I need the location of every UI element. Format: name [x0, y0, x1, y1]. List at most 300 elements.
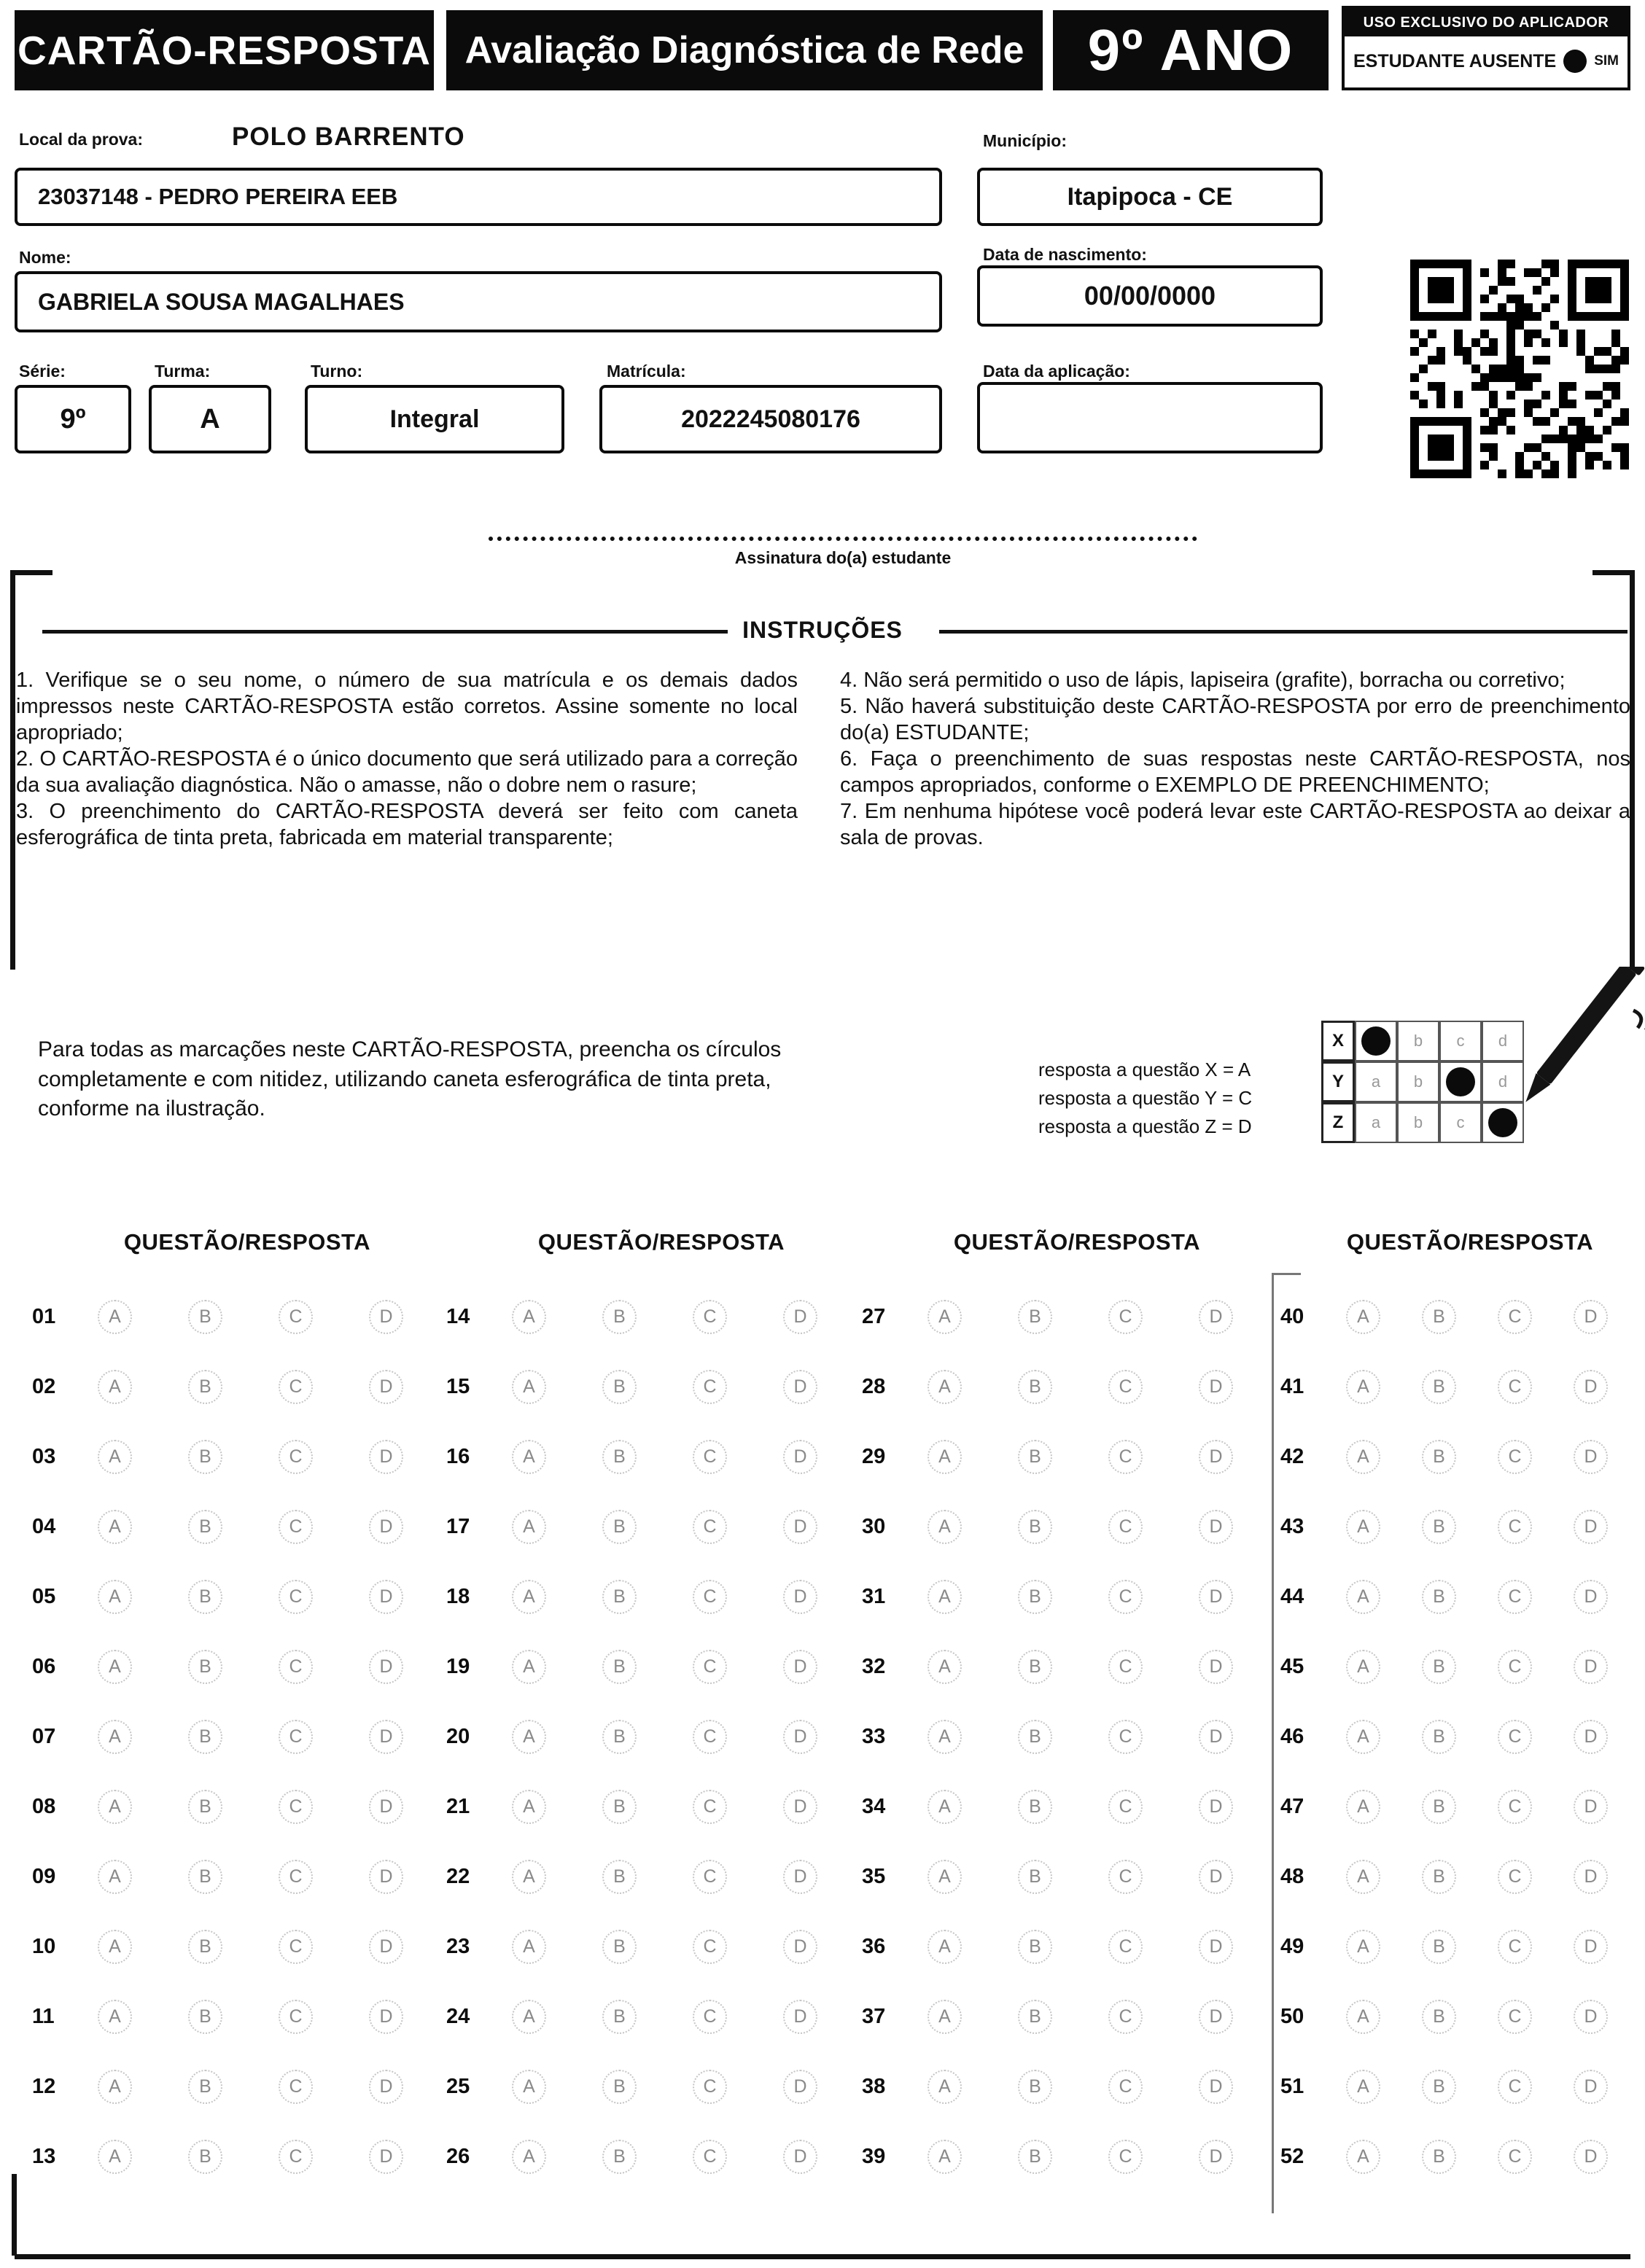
- answer-bubble-c[interactable]: C: [693, 2070, 727, 2104]
- answer-bubble-d[interactable]: D: [1199, 1720, 1233, 1754]
- answer-bubble-b[interactable]: B: [602, 1440, 637, 1474]
- answer-bubble-b[interactable]: B: [1422, 1580, 1456, 1614]
- answer-option-cell: [1018, 1860, 1108, 1894]
- answer-bubble-d[interactable]: D: [783, 1720, 817, 1754]
- answer-bubble-c[interactable]: C: [279, 2000, 313, 2034]
- answer-option-cell: [1199, 1930, 1289, 1964]
- answer-bubble-c[interactable]: C: [279, 1650, 313, 1684]
- answer-option-cell: [1346, 1650, 1422, 1684]
- answer-option-cell: [512, 1510, 602, 1544]
- answer-bubble-b[interactable]: B: [602, 1720, 637, 1754]
- question-number: 12: [32, 2074, 56, 2098]
- answer-bubble-c[interactable]: C: [279, 1510, 313, 1544]
- answer-bubble-d[interactable]: D: [1199, 1300, 1233, 1334]
- answer-bubble-d[interactable]: D: [369, 1580, 403, 1614]
- answer-option-cell: [602, 1370, 693, 1404]
- answer-bubble-d[interactable]: D: [369, 1300, 403, 1334]
- filled-bubble: [1488, 1108, 1517, 1137]
- answer-bubble-c[interactable]: C: [693, 1860, 727, 1894]
- answer-bubble-c[interactable]: C: [1108, 2000, 1143, 2034]
- answer-option-cell: [693, 2140, 783, 2174]
- answer-bubble-b[interactable]: B: [188, 1300, 222, 1334]
- answer-bubble-b[interactable]: B: [1018, 1930, 1052, 1964]
- question-number: 43: [1280, 1514, 1304, 1538]
- answer-bubble-c[interactable]: C: [279, 2140, 313, 2174]
- answer-bubble-b[interactable]: B: [188, 2070, 222, 2104]
- answer-bubble-a[interactable]: A: [98, 2000, 132, 2034]
- answer-bubble-d[interactable]: D: [1574, 2140, 1608, 2174]
- answer-bubble-b[interactable]: B: [1018, 2140, 1052, 2174]
- question-number: 39: [862, 2144, 886, 2168]
- answer-option-cell: [928, 1440, 1018, 1474]
- answer-bubble-d[interactable]: D: [783, 1580, 817, 1614]
- answer-option-cell: [1108, 1300, 1199, 1334]
- answer-bubble-b[interactable]: B: [1018, 1510, 1052, 1544]
- answer-bubble-a[interactable]: A: [98, 1650, 132, 1684]
- answer-bubble-c[interactable]: C: [1498, 1790, 1532, 1824]
- answer-bubble-d[interactable]: D: [1199, 2000, 1233, 2034]
- question-number: 29: [862, 1444, 886, 1468]
- answer-bubble-a[interactable]: A: [512, 2000, 546, 2034]
- answer-bubble-c[interactable]: C: [1108, 1510, 1143, 1544]
- question-number: 35: [862, 1864, 886, 1888]
- answer-bubble-a[interactable]: A: [98, 2070, 132, 2104]
- answer-bubble-c[interactable]: C: [693, 2000, 727, 2034]
- answer-bubble-b[interactable]: B: [1422, 2140, 1456, 2174]
- question-number: 28: [862, 1374, 886, 1398]
- answer-bubble-b[interactable]: B: [1018, 1720, 1052, 1754]
- answer-bubble-a[interactable]: A: [928, 1790, 962, 1824]
- answer-bubble-c[interactable]: C: [1108, 1720, 1143, 1754]
- answer-bubble-c[interactable]: C: [1498, 1650, 1532, 1684]
- answer-bubble-b[interactable]: B: [1018, 1580, 1052, 1614]
- answer-bubble-d[interactable]: D: [1574, 1580, 1608, 1614]
- answer-bubble-a[interactable]: A: [98, 2140, 132, 2174]
- answer-bubble-d[interactable]: D: [1574, 1370, 1608, 1404]
- answer-bubble-d[interactable]: D: [1199, 1370, 1233, 1404]
- answer-bubble-d[interactable]: D: [1199, 2140, 1233, 2174]
- answer-bubble-d[interactable]: D: [1199, 1930, 1233, 1964]
- answer-bubble-a[interactable]: A: [1346, 1860, 1380, 1894]
- answer-bubble-b[interactable]: B: [602, 1300, 637, 1334]
- instruction-item: 5. Não haverá substituição deste CARTÃO-RESPOSTA por erro de preenchimento do(a) ESTUDANTE;: [840, 694, 1630, 744]
- answer-bubble-a[interactable]: A: [512, 1860, 546, 1894]
- answer-bubble-c[interactable]: C: [1498, 2140, 1532, 2174]
- answer-bubble-d[interactable]: D: [1199, 1860, 1233, 1894]
- answer-bubble-d[interactable]: D: [783, 1860, 817, 1894]
- answer-bubble-b[interactable]: B: [602, 2140, 637, 2174]
- answer-bubble-c[interactable]: C: [1108, 1300, 1143, 1334]
- answer-bubble-d[interactable]: D: [1574, 1860, 1608, 1894]
- question-row: [32, 1632, 462, 1702]
- question-row: [862, 2121, 1292, 2191]
- answer-bubble-a[interactable]: A: [98, 1930, 132, 1964]
- answer-option-cell: [1018, 1370, 1108, 1404]
- answer-bubble-a[interactable]: A: [512, 1510, 546, 1544]
- answer-bubble-c[interactable]: C: [279, 1720, 313, 1754]
- answer-bubble-b[interactable]: B: [188, 1790, 222, 1824]
- answer-bubble-a[interactable]: A: [98, 1720, 132, 1754]
- answer-bubble-d[interactable]: D: [783, 1790, 817, 1824]
- example-instructions-text: Para todas as marcações neste CARTÃO-RESPOSTA, preencha os círculos completamente e com nitidez, utilizando caneta esferográfica de tinta preta, conforme na ilustração.: [38, 1037, 782, 1121]
- answer-bubble-a[interactable]: A: [928, 1930, 962, 1964]
- answer-bubble-c[interactable]: C: [1498, 1580, 1532, 1614]
- answer-bubble-c[interactable]: C: [693, 1650, 727, 1684]
- answer-bubble-d[interactable]: D: [783, 1930, 817, 1964]
- answer-bubble-a[interactable]: A: [1346, 1790, 1380, 1824]
- answer-option-cell: [188, 1370, 279, 1404]
- answer-bubble-a[interactable]: A: [98, 1790, 132, 1824]
- turno-label: Turno:: [311, 362, 363, 381]
- corner-mark-bottom-left: [12, 2174, 17, 2256]
- answer-bubble-c[interactable]: C: [693, 1790, 727, 1824]
- answer-bubble-d[interactable]: D: [1199, 2070, 1233, 2104]
- answer-bubble-a[interactable]: A: [512, 1580, 546, 1614]
- answer-bubble-c[interactable]: C: [279, 1300, 313, 1334]
- answer-bubble-c[interactable]: C: [1498, 1510, 1532, 1544]
- answer-bubble-a[interactable]: A: [928, 1720, 962, 1754]
- answer-bubble-c[interactable]: C: [279, 1370, 313, 1404]
- answer-bubble-c[interactable]: C: [279, 1790, 313, 1824]
- example-keys: [1038, 1056, 1294, 1141]
- answer-bubble-a[interactable]: A: [1346, 1580, 1380, 1614]
- answer-bubble-a[interactable]: A: [928, 2000, 962, 2034]
- instructions-title: INSTRUÇÕES: [742, 617, 903, 643]
- answer-option-cell: [1574, 1510, 1645, 1544]
- answer-bubble-b[interactable]: B: [1422, 1790, 1456, 1824]
- answer-bubble-b[interactable]: B: [602, 1790, 637, 1824]
- answer-bubble-b[interactable]: B: [1018, 2070, 1052, 2104]
- answer-option-cell: [98, 2070, 188, 2104]
- answer-bubble-c[interactable]: C: [693, 2140, 727, 2174]
- answer-option-cell: [512, 1790, 602, 1824]
- answer-bubble-b[interactable]: B: [602, 1510, 637, 1544]
- answer-bubble-a[interactable]: A: [1346, 2140, 1380, 2174]
- answer-bubble-d[interactable]: D: [783, 1440, 817, 1474]
- answer-bubble-d[interactable]: D: [369, 1790, 403, 1824]
- question-row: [32, 1492, 462, 1562]
- matricula-label: Matrícula:: [607, 362, 686, 381]
- answer-option-cell: [1422, 1860, 1498, 1894]
- answer-option-cell: [1199, 1440, 1289, 1474]
- answer-option-cell: [1199, 1720, 1289, 1754]
- answer-bubble-d[interactable]: D: [369, 2140, 403, 2174]
- answer-bubble-a[interactable]: A: [928, 1440, 962, 1474]
- page-title: CARTÃO-RESPOSTA: [17, 28, 432, 73]
- answer-option-cell: [188, 1650, 279, 1684]
- answer-bubble-b[interactable]: B: [1422, 1300, 1456, 1334]
- answer-bubble-c[interactable]: C: [693, 1300, 727, 1334]
- answer-bubble-b[interactable]: B: [188, 2000, 222, 2034]
- question-row: [862, 1422, 1292, 1492]
- question-row: [862, 1772, 1292, 1842]
- answer-bubble-b[interactable]: B: [188, 1370, 222, 1404]
- answer-column-4: [1280, 1229, 1645, 2191]
- example-grid-row-label: Z: [1321, 1102, 1355, 1143]
- answer-bubble-b[interactable]: B: [188, 1650, 222, 1684]
- answer-bubble-c[interactable]: C: [1108, 2140, 1143, 2174]
- question-number: 01: [32, 1304, 56, 1328]
- answer-option-cell: [1018, 1510, 1108, 1544]
- answer-option-cell: [1422, 1580, 1498, 1614]
- answer-bubble-b[interactable]: B: [188, 1720, 222, 1754]
- answer-option-cell: [783, 1370, 874, 1404]
- estudante-ausente-label: ESTUDANTE AUSENTE: [1353, 50, 1557, 71]
- answer-bubble-b[interactable]: B: [602, 2070, 637, 2104]
- answer-option-cell: [783, 2070, 874, 2104]
- answer-bubble-a[interactable]: A: [1346, 1300, 1380, 1334]
- answer-option-cell: [693, 2000, 783, 2034]
- instructions-right: [840, 668, 1630, 852]
- answer-option-cell: [1018, 2140, 1108, 2174]
- answer-bubble-a[interactable]: A: [512, 1650, 546, 1684]
- answer-bubble-b[interactable]: B: [1018, 1300, 1052, 1334]
- answer-bubble-d[interactable]: D: [783, 1650, 817, 1684]
- answer-bubble-a[interactable]: A: [928, 1860, 962, 1894]
- example-grid: [1321, 1021, 1524, 1143]
- answer-bubble-a[interactable]: A: [512, 1440, 546, 1474]
- answer-bubble-d[interactable]: D: [1199, 1440, 1233, 1474]
- answer-bubble-b[interactable]: B: [602, 1930, 637, 1964]
- answer-bubble-b[interactable]: B: [1422, 2000, 1456, 2034]
- answer-bubble-a[interactable]: A: [98, 1580, 132, 1614]
- answer-bubble-d[interactable]: D: [369, 1930, 403, 1964]
- answer-bubble-b[interactable]: B: [1018, 1790, 1052, 1824]
- answer-bubble-a[interactable]: A: [928, 2070, 962, 2104]
- answer-bubble-c[interactable]: C: [693, 1720, 727, 1754]
- question-row: [862, 2051, 1292, 2121]
- answer-bubble-c[interactable]: C: [279, 1930, 313, 1964]
- answer-bubble-b[interactable]: B: [1422, 1440, 1456, 1474]
- question-row: [1280, 1842, 1645, 1912]
- answer-bubble-d[interactable]: D: [1574, 2070, 1608, 2104]
- municipio-value: Itapipoca - CE: [1067, 182, 1233, 211]
- answer-bubble-d[interactable]: D: [783, 2140, 817, 2174]
- answer-bubble-b[interactable]: B: [602, 1860, 637, 1894]
- answer-bubble-a[interactable]: A: [98, 1860, 132, 1894]
- answer-bubble-a[interactable]: A: [1346, 2000, 1380, 2034]
- answer-bubble-c[interactable]: C: [279, 1860, 313, 1894]
- answer-option-cell: [1422, 2070, 1498, 2104]
- question-number: 24: [446, 2004, 470, 2028]
- answer-bubble-d[interactable]: D: [1574, 1650, 1608, 1684]
- answer-option-cell: [1199, 2000, 1289, 2034]
- answer-bubble-c[interactable]: C: [693, 1930, 727, 1964]
- answer-option-cell: [1199, 1370, 1289, 1404]
- answer-bubble-c[interactable]: C: [1498, 1720, 1532, 1754]
- question-row: [1280, 1352, 1645, 1422]
- answer-bubble-c[interactable]: C: [1498, 2070, 1532, 2104]
- answer-bubble-a[interactable]: A: [98, 1370, 132, 1404]
- answer-bubble-a[interactable]: A: [1346, 1930, 1380, 1964]
- answer-bubble-d[interactable]: D: [1574, 1510, 1608, 1544]
- answer-bubble-c[interactable]: C: [693, 1580, 727, 1614]
- answer-bubble-d[interactable]: D: [1574, 1790, 1608, 1824]
- answer-bubble-a[interactable]: A: [512, 1300, 546, 1334]
- question-row: [1280, 2051, 1645, 2121]
- answer-bubble-d[interactable]: D: [1199, 1790, 1233, 1824]
- answer-bubble-d[interactable]: D: [1199, 1510, 1233, 1544]
- answer-bubble-c[interactable]: C: [1108, 1930, 1143, 1964]
- answer-bubble-a[interactable]: A: [512, 2070, 546, 2104]
- answer-bubble-c[interactable]: C: [279, 1580, 313, 1614]
- question-row: [446, 1842, 876, 1912]
- answer-bubble-a[interactable]: A: [1346, 1370, 1380, 1404]
- answer-bubble-b[interactable]: B: [1422, 1930, 1456, 1964]
- answer-option-cell: [783, 1860, 874, 1894]
- signature-line[interactable]: [489, 537, 1197, 541]
- answer-bubble-d[interactable]: D: [1574, 1300, 1608, 1334]
- answer-option-cell: [1574, 1650, 1645, 1684]
- answer-bubble-d[interactable]: D: [369, 2070, 403, 2104]
- answer-bubble-c[interactable]: C: [1108, 1860, 1143, 1894]
- answer-bubble-c[interactable]: C: [279, 1440, 313, 1474]
- answer-bubble-b[interactable]: B: [188, 1860, 222, 1894]
- answer-option-cell: [1018, 1720, 1108, 1754]
- answer-bubble-a[interactable]: A: [928, 1580, 962, 1614]
- answer-option-cell: [1199, 2140, 1289, 2174]
- instruction-item: 2. O CARTÃO-RESPOSTA é o único documento que será utilizado para a correção da sua avaliação diagnóstica. Não o amasse, não o dobre nem o rasure;: [16, 747, 798, 797]
- answer-bubble-a[interactable]: A: [1346, 1440, 1380, 1474]
- answer-bubble-b[interactable]: B: [1422, 1370, 1456, 1404]
- answer-bubble-d[interactable]: D: [783, 2000, 817, 2034]
- answer-bubble-a[interactable]: A: [1346, 1720, 1380, 1754]
- answer-bubble-b[interactable]: B: [1018, 1650, 1052, 1684]
- answer-bubble-c[interactable]: C: [1498, 1930, 1532, 1964]
- answer-bubble-a[interactable]: A: [512, 1790, 546, 1824]
- answer-bubble-d[interactable]: D: [783, 1370, 817, 1404]
- answer-bubble-d[interactable]: D: [1574, 1440, 1608, 1474]
- answer-option-cell: [188, 1930, 279, 1964]
- answer-bubble-c[interactable]: C: [1108, 1440, 1143, 1474]
- answer-bubble-c[interactable]: C: [693, 1440, 727, 1474]
- answer-bubble-d[interactable]: D: [1574, 1720, 1608, 1754]
- answer-bubble-a[interactable]: A: [1346, 1650, 1380, 1684]
- nome-label: Nome:: [19, 248, 71, 267]
- answer-bubble-a[interactable]: A: [1346, 1510, 1380, 1544]
- ausente-bubble[interactable]: [1563, 50, 1587, 73]
- answer-option-cell: [1199, 1860, 1289, 1894]
- answer-option-cell: [783, 1300, 874, 1334]
- answer-option-cell: [602, 1650, 693, 1684]
- answer-bubble-b[interactable]: B: [188, 2140, 222, 2174]
- answer-bubble-d[interactable]: D: [369, 1440, 403, 1474]
- answer-bubble-c[interactable]: C: [279, 2070, 313, 2104]
- answer-bubble-c[interactable]: C: [1498, 1440, 1532, 1474]
- answer-option-cell: [783, 1930, 874, 1964]
- answer-bubble-b[interactable]: B: [1018, 2000, 1052, 2034]
- answer-bubble-c[interactable]: C: [1108, 1580, 1143, 1614]
- answer-bubble-d[interactable]: D: [1574, 2000, 1608, 2034]
- answer-bubble-a[interactable]: A: [928, 1370, 962, 1404]
- answer-bubble-d[interactable]: D: [783, 1300, 817, 1334]
- answer-option-cell: [928, 1720, 1018, 1754]
- answer-option-cell: [1574, 2140, 1645, 2174]
- answer-bubble-d[interactable]: D: [369, 1720, 403, 1754]
- answer-bubble-c[interactable]: C: [1108, 1790, 1143, 1824]
- answer-bubble-b[interactable]: B: [1018, 1370, 1052, 1404]
- answer-bubble-d[interactable]: D: [783, 1510, 817, 1544]
- answer-bubble-a[interactable]: A: [512, 2140, 546, 2174]
- answer-bubble-b[interactable]: B: [602, 1650, 637, 1684]
- example-grid-row: [1321, 1021, 1524, 1061]
- answer-bubble-b[interactable]: B: [1422, 1860, 1456, 1894]
- answer-bubble-a[interactable]: A: [98, 1440, 132, 1474]
- answer-bubble-b[interactable]: B: [1018, 1440, 1052, 1474]
- answer-bubble-a[interactable]: A: [928, 1510, 962, 1544]
- answer-bubble-b[interactable]: B: [1422, 1720, 1456, 1754]
- answer-bubble-b[interactable]: B: [188, 1440, 222, 1474]
- instruction-item: 3. O preenchimento do CARTÃO-RESPOSTA deverá ser feito com caneta esferográfica de tinta preta, fabricada em material transparente;: [16, 799, 798, 849]
- question-number: 37: [862, 2004, 886, 2028]
- answer-bubble-a[interactable]: A: [928, 1650, 962, 1684]
- answer-bubble-c[interactable]: C: [1498, 2000, 1532, 2034]
- answer-bubble-b[interactable]: B: [1422, 1650, 1456, 1684]
- answer-bubble-b[interactable]: B: [188, 1930, 222, 1964]
- answer-option-cell: [512, 1930, 602, 1964]
- question-row: [32, 1772, 462, 1842]
- question-row: [862, 1842, 1292, 1912]
- answer-bubble-b[interactable]: B: [1018, 1860, 1052, 1894]
- answer-bubble-c[interactable]: C: [693, 1370, 727, 1404]
- answer-bubble-b[interactable]: B: [602, 1580, 637, 1614]
- question-number: 16: [446, 1444, 470, 1468]
- answer-bubble-d[interactable]: D: [369, 1510, 403, 1544]
- answer-option-cell: [512, 1580, 602, 1614]
- answer-bubble-d[interactable]: D: [369, 1860, 403, 1894]
- answer-bubble-c[interactable]: C: [1108, 1650, 1143, 1684]
- answer-bubble-b[interactable]: B: [188, 1510, 222, 1544]
- answer-bubble-d[interactable]: D: [369, 1650, 403, 1684]
- answer-bubble-c[interactable]: C: [693, 1510, 727, 1544]
- answer-bubble-b[interactable]: B: [188, 1580, 222, 1614]
- answer-bubble-a[interactable]: A: [928, 1300, 962, 1334]
- answer-option-cell: [1498, 1580, 1574, 1614]
- answer-option-cell: [1346, 1860, 1422, 1894]
- answer-bubble-a[interactable]: A: [928, 2140, 962, 2174]
- answer-bubble-d[interactable]: D: [783, 2070, 817, 2104]
- answer-bubble-d[interactable]: D: [1574, 1930, 1608, 1964]
- answer-bubble-a[interactable]: A: [512, 1930, 546, 1964]
- answer-bubble-c[interactable]: C: [1498, 1300, 1532, 1334]
- answer-bubble-a[interactable]: A: [1346, 2070, 1380, 2104]
- answer-bubble-b[interactable]: B: [1422, 1510, 1456, 1544]
- example-key-line: resposta a questão Y = C: [1038, 1087, 1253, 1109]
- answer-bubble-c[interactable]: C: [1108, 1370, 1143, 1404]
- answer-bubble-b[interactable]: B: [602, 1370, 637, 1404]
- answer-bubble-d[interactable]: D: [369, 1370, 403, 1404]
- answer-option-cell: [1574, 1370, 1645, 1404]
- answer-bubble-c[interactable]: C: [1108, 2070, 1143, 2104]
- answer-bubble-a[interactable]: A: [512, 1720, 546, 1754]
- question-row: [32, 1352, 462, 1422]
- question-row: [32, 1981, 462, 2051]
- answer-bubble-a[interactable]: A: [98, 1510, 132, 1544]
- answer-bubble-b[interactable]: B: [602, 2000, 637, 2034]
- answer-option-cell: [1498, 1650, 1574, 1684]
- answer-bubble-d[interactable]: D: [1199, 1580, 1233, 1614]
- answer-bubble-c[interactable]: C: [1498, 1860, 1532, 1894]
- answer-bubble-c[interactable]: C: [1498, 1370, 1532, 1404]
- answer-bubble-d[interactable]: D: [369, 2000, 403, 2034]
- answer-bubble-d[interactable]: D: [1199, 1650, 1233, 1684]
- answer-bubble-a[interactable]: A: [98, 1300, 132, 1334]
- question-number: 50: [1280, 2004, 1304, 2028]
- example-grid-cell: d: [1482, 1021, 1524, 1061]
- answer-option-cell: [1018, 1580, 1108, 1614]
- answer-bubble-a[interactable]: A: [512, 1370, 546, 1404]
- answer-bubble-b[interactable]: B: [1422, 2070, 1456, 2104]
